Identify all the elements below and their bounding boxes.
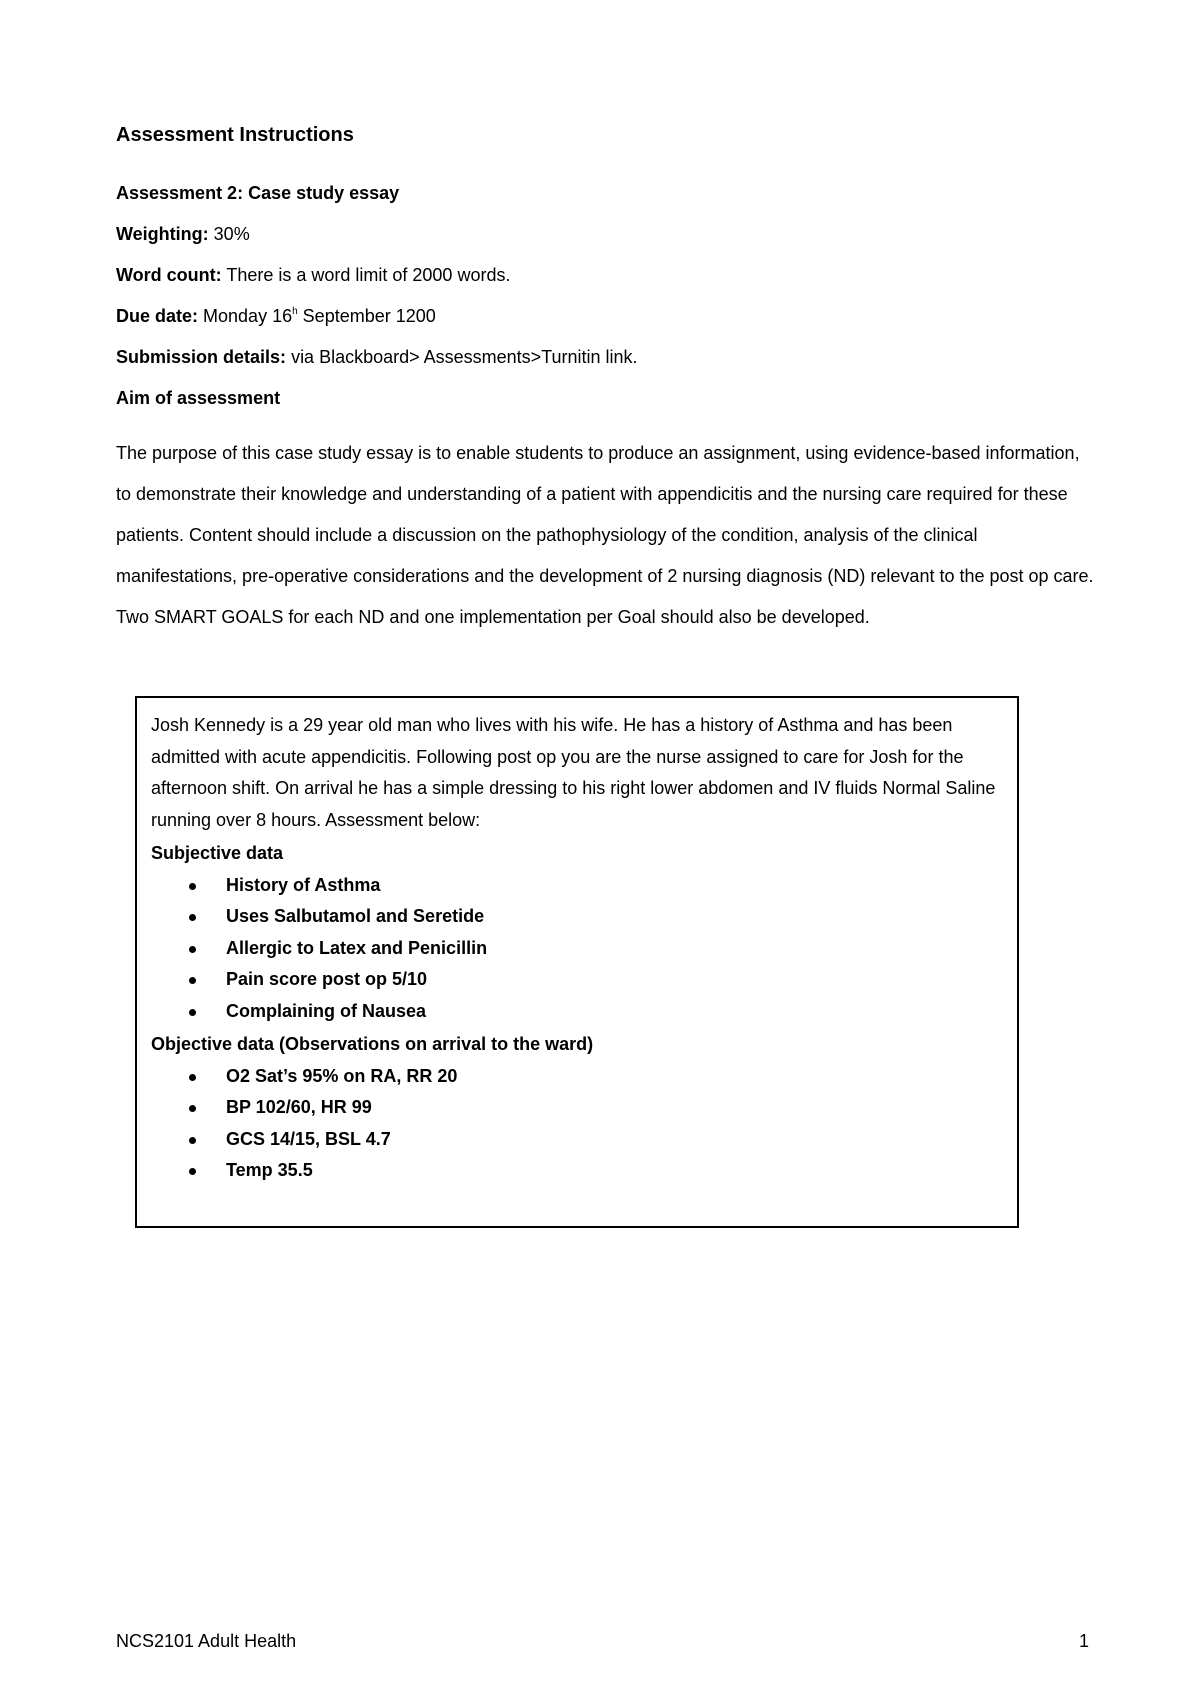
- list-item: [151, 964, 1003, 996]
- bullet-icon: [189, 1168, 196, 1175]
- due-date-superscript: h: [292, 306, 298, 317]
- list-item-text: History of Asthma: [226, 874, 381, 895]
- due-date-label: Due date:: [116, 306, 199, 326]
- page-title: Assessment Instructions: [116, 124, 354, 146]
- list-item: [151, 933, 1003, 965]
- list-item-text: Temp 35.5: [226, 1160, 313, 1180]
- bullet-icon: [189, 1137, 196, 1144]
- word-count-value: There is a word limit of 2000 words.: [226, 265, 511, 285]
- list-item: [151, 1061, 1003, 1093]
- aim-paragraph: The purpose of this case study essay is to enable students to produce an assignment, using evidence-based information, to demonstrate their knowledge and understanding of a patient with appendicitis and the nursing care required for these patients. Content should include a discussion on the pathophysiology of the condition, analysis of the clinical manifestations, pre-operative considerations and the development of 2 nursing diagnosis (ND) relevant to the post op care. Two SMART GOALS for each ND and one implementation per Goal should also be developed.: [116, 443, 1094, 627]
- submission-label: Submission details:: [116, 347, 287, 367]
- word-count-label: Word count:: [116, 265, 222, 285]
- aim-heading: Aim of assessment: [116, 388, 281, 408]
- list-item: [151, 1155, 1003, 1187]
- list-item: [151, 901, 1003, 933]
- list-item: [151, 996, 1003, 1028]
- submission-value: via Blackboard> Assessments>Turnitin link.: [291, 347, 638, 367]
- case-study-box: [135, 696, 1019, 1228]
- list-item-text: Pain score post op 5/10: [226, 969, 428, 989]
- list-item-text: Allergic to Latex and Penicillin: [226, 937, 488, 958]
- due-date-month-time: September 1200: [302, 306, 436, 326]
- list-item-text: Complaining of Nausea: [226, 1000, 427, 1021]
- assessment-line: [116, 183, 399, 204]
- list-item: [151, 1092, 1003, 1124]
- bullet-icon: [189, 883, 196, 890]
- due-date-line: [116, 306, 436, 327]
- subjective-data-heading: Subjective data: [151, 843, 284, 863]
- bullet-icon: [189, 914, 196, 921]
- word-count-line: [116, 265, 510, 286]
- footer-course-name: NCS2101 Adult Health: [116, 1631, 297, 1651]
- weighting-label: Weighting:: [116, 224, 209, 244]
- assessment-label: Assessment 2:: [116, 183, 244, 203]
- aim-heading-line: [116, 388, 280, 409]
- bullet-icon: [189, 977, 196, 984]
- case-study-text: Josh Kennedy is a 29 year old man who lives with his wife. He has a history of Asthma and has been admitted with acute appendicitis. Following post op you are the nurse assigned to care for Josh for the afternoon shift. On arrival he has a simple dressing to his right lower abdomen and IV fluids Normal Saline running over 8 hours. Assessment below:: [151, 715, 996, 830]
- list-item-text: BP 102/60, HR 99: [226, 1097, 372, 1117]
- objective-data-list: [151, 1061, 1003, 1187]
- assessment-value: Case study essay: [248, 183, 400, 203]
- weighting-value: 30%: [213, 224, 250, 244]
- list-item-text: Uses Salbutamol and Seretide: [226, 906, 485, 926]
- list-item-text: GCS 14/15, BSL 4.7: [226, 1128, 391, 1149]
- bullet-icon: [189, 946, 196, 953]
- list-item: [151, 1124, 1003, 1156]
- objective-data-heading: Objective data (Observations on arrival to the ward): [151, 1034, 594, 1054]
- list-item-text: O2 Sat’s 95% on RA, RR 20: [226, 1065, 458, 1086]
- due-date-day: Monday 16: [203, 306, 293, 326]
- subjective-data-list: [151, 870, 1003, 1028]
- bullet-icon: [189, 1009, 196, 1016]
- footer-page-number: 1: [1079, 1631, 1090, 1651]
- bullet-icon: [189, 1074, 196, 1081]
- weighting-line: [116, 224, 250, 245]
- submission-line: [116, 347, 638, 368]
- list-item: [151, 870, 1003, 902]
- bullet-icon: [189, 1105, 196, 1112]
